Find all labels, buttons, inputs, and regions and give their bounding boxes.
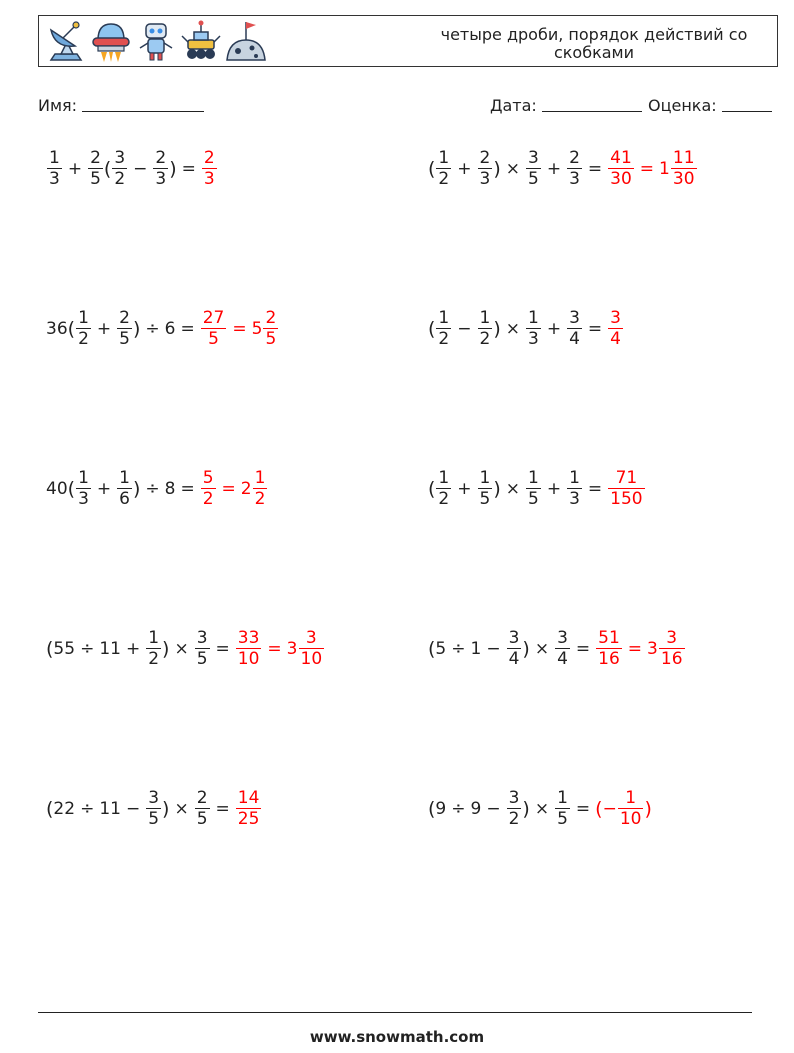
denominator: 3 bbox=[203, 169, 215, 189]
parenthesis: ( bbox=[428, 637, 436, 660]
worksheet-header bbox=[38, 15, 778, 67]
denominator: 3 bbox=[49, 169, 60, 189]
denominator: 2 bbox=[438, 489, 450, 509]
fraction bbox=[618, 788, 644, 829]
parenthesis: ( bbox=[595, 797, 603, 820]
denominator: 25 bbox=[237, 809, 260, 829]
operator: = bbox=[587, 158, 603, 179]
operator: × bbox=[174, 798, 189, 819]
number: 36 bbox=[46, 318, 68, 339]
numerator: 33 bbox=[237, 628, 260, 648]
numerator: 1 bbox=[479, 468, 491, 488]
answer bbox=[235, 628, 325, 669]
answer bbox=[595, 788, 652, 829]
operator: ÷ bbox=[145, 478, 160, 499]
fraction bbox=[659, 628, 685, 669]
numerator: 2 bbox=[569, 148, 580, 168]
operator: + bbox=[546, 318, 562, 339]
operator: ÷ bbox=[80, 798, 95, 819]
denominator: 5 bbox=[196, 809, 208, 829]
grade-field bbox=[648, 95, 772, 115]
parenthesis: ) bbox=[132, 477, 141, 500]
parenthesis: ) bbox=[132, 317, 141, 340]
numerator: 11 bbox=[672, 148, 695, 168]
number: 2 bbox=[240, 478, 252, 499]
parenthesis: ( bbox=[428, 157, 436, 180]
problem-7 bbox=[46, 628, 325, 669]
fraction bbox=[201, 468, 216, 509]
answer bbox=[235, 788, 263, 829]
parenthesis: ) bbox=[162, 797, 170, 820]
worksheet-title: четыре дроби, порядок действий со скобками bbox=[440, 25, 748, 62]
denominator: 16 bbox=[598, 649, 620, 669]
fraction bbox=[201, 308, 227, 349]
parenthesis: ) bbox=[644, 797, 652, 820]
operator: + bbox=[125, 638, 141, 659]
fraction bbox=[436, 468, 451, 509]
denominator: 10 bbox=[300, 649, 323, 669]
operator: × bbox=[534, 798, 550, 819]
numerator: 1 bbox=[78, 308, 89, 328]
denominator: 30 bbox=[672, 169, 695, 189]
numerator: 51 bbox=[598, 628, 620, 648]
number: − bbox=[602, 798, 617, 819]
grade-blank[interactable] bbox=[722, 95, 772, 112]
number: 3 bbox=[647, 638, 658, 659]
fraction bbox=[478, 308, 493, 349]
numerator: 1 bbox=[569, 468, 580, 488]
fraction bbox=[76, 308, 91, 349]
fraction bbox=[153, 148, 168, 189]
denominator: 2 bbox=[148, 649, 160, 669]
fraction bbox=[526, 468, 541, 509]
parenthesis: ) bbox=[162, 637, 170, 660]
fraction bbox=[567, 148, 582, 189]
number: 9 bbox=[470, 798, 482, 819]
operator: = bbox=[221, 478, 236, 499]
numerator: 3 bbox=[508, 628, 520, 648]
fraction bbox=[596, 628, 622, 669]
numerator: 3 bbox=[148, 788, 160, 808]
denominator: 2 bbox=[479, 329, 491, 349]
grade-label: Оценка: bbox=[648, 96, 717, 115]
denominator: 5 bbox=[479, 489, 491, 509]
operator: = bbox=[639, 158, 655, 179]
problem-3 bbox=[46, 308, 279, 349]
fraction bbox=[507, 628, 522, 669]
operator: ÷ bbox=[80, 638, 95, 659]
operator: = bbox=[180, 478, 195, 499]
rover-icon bbox=[180, 18, 222, 64]
number: 11 bbox=[99, 638, 121, 659]
satellite-dish-icon bbox=[45, 18, 87, 64]
number: 6 bbox=[164, 318, 176, 339]
operator: − bbox=[486, 798, 501, 819]
fraction bbox=[236, 628, 262, 669]
numerator: 5 bbox=[202, 468, 214, 488]
operator: + bbox=[67, 158, 83, 179]
numerator: 14 bbox=[237, 788, 260, 808]
operator: × bbox=[505, 158, 520, 179]
denominator: 2 bbox=[202, 489, 214, 509]
fraction bbox=[195, 628, 210, 669]
fraction bbox=[202, 148, 217, 189]
operator: = bbox=[215, 798, 230, 819]
denominator: 10 bbox=[237, 649, 260, 669]
denominator: 4 bbox=[569, 329, 580, 349]
denominator: 5 bbox=[208, 329, 219, 349]
answer bbox=[200, 308, 280, 349]
denominator: 30 bbox=[610, 169, 632, 189]
fraction bbox=[263, 308, 278, 349]
robot-icon bbox=[135, 18, 177, 64]
parenthesis: ) bbox=[493, 477, 501, 500]
name-field bbox=[38, 95, 204, 115]
denominator: 150 bbox=[610, 489, 643, 509]
numerator: 2 bbox=[196, 788, 208, 808]
denominator: 5 bbox=[528, 489, 539, 509]
denominator: 4 bbox=[508, 649, 520, 669]
date-field bbox=[490, 95, 642, 115]
footer-divider bbox=[38, 1012, 752, 1013]
denominator: 16 bbox=[660, 649, 683, 669]
numerator: 3 bbox=[114, 148, 126, 168]
denominator: 3 bbox=[569, 489, 580, 509]
numerator: 2 bbox=[119, 308, 130, 328]
denominator: 5 bbox=[557, 809, 568, 829]
denominator: 5 bbox=[90, 169, 101, 189]
operator: = bbox=[575, 638, 591, 659]
numerator: 3 bbox=[528, 148, 539, 168]
numerator: 2 bbox=[265, 308, 277, 328]
operator: = bbox=[575, 798, 591, 819]
date-blank[interactable] bbox=[542, 95, 642, 112]
problem-9 bbox=[46, 788, 262, 829]
numerator: 27 bbox=[202, 308, 225, 328]
problem-1 bbox=[46, 148, 218, 189]
problem-2 bbox=[428, 148, 698, 189]
operator: + bbox=[96, 318, 112, 339]
problem-5 bbox=[46, 468, 268, 509]
operator: − bbox=[486, 638, 501, 659]
operator: × bbox=[505, 318, 520, 339]
numerator: 3 bbox=[508, 788, 520, 808]
footer-site: www.snowmath.com bbox=[309, 1028, 485, 1046]
operator: + bbox=[546, 158, 562, 179]
number: 22 bbox=[53, 798, 76, 819]
number: 1 bbox=[470, 638, 482, 659]
answer bbox=[201, 148, 218, 189]
numerator: 3 bbox=[557, 628, 568, 648]
header-icons bbox=[45, 18, 267, 64]
fraction bbox=[608, 308, 623, 349]
operator: = bbox=[587, 478, 603, 499]
fraction bbox=[555, 788, 570, 829]
operator: = bbox=[232, 318, 247, 339]
problem-6 bbox=[428, 468, 646, 509]
fraction bbox=[436, 308, 451, 349]
fraction bbox=[117, 308, 132, 349]
numerator: 2 bbox=[479, 148, 491, 168]
answer bbox=[607, 308, 624, 349]
operator: ÷ bbox=[145, 318, 160, 339]
parenthesis: ( bbox=[103, 157, 112, 180]
parenthesis: ) bbox=[522, 797, 530, 820]
parenthesis: ) bbox=[169, 157, 177, 180]
denominator: 2 bbox=[438, 169, 450, 189]
denominator: 2 bbox=[508, 809, 520, 829]
denominator: 5 bbox=[265, 329, 277, 349]
parenthesis: ( bbox=[46, 637, 54, 660]
answer bbox=[200, 468, 269, 509]
numerator: 1 bbox=[148, 628, 160, 648]
problem-8 bbox=[428, 628, 686, 669]
parenthesis: ) bbox=[493, 157, 501, 180]
denominator: 3 bbox=[528, 329, 539, 349]
operator: ÷ bbox=[451, 798, 466, 819]
numerator: 1 bbox=[49, 148, 60, 168]
number: 5 bbox=[251, 318, 263, 339]
numerator: 1 bbox=[254, 468, 266, 488]
operator: = bbox=[215, 638, 230, 659]
answer bbox=[607, 148, 697, 189]
fraction bbox=[526, 148, 541, 189]
operator: − bbox=[125, 798, 141, 819]
operator: + bbox=[457, 158, 472, 179]
fraction bbox=[195, 788, 210, 829]
operator: − bbox=[457, 318, 472, 339]
answer bbox=[595, 628, 685, 669]
denominator: 2 bbox=[254, 489, 266, 509]
parenthesis: ) bbox=[522, 637, 530, 660]
denominator: 10 bbox=[619, 809, 642, 829]
fraction bbox=[236, 788, 262, 829]
fraction bbox=[76, 468, 91, 509]
denominator: 3 bbox=[479, 169, 491, 189]
denominator: 5 bbox=[119, 329, 130, 349]
denominator: 2 bbox=[78, 329, 89, 349]
fraction bbox=[299, 628, 325, 669]
fraction bbox=[507, 788, 522, 829]
parenthesis: ( bbox=[428, 797, 436, 820]
numerator: 1 bbox=[528, 308, 539, 328]
denominator: 3 bbox=[569, 169, 580, 189]
name-blank[interactable] bbox=[82, 95, 204, 112]
denominator: 5 bbox=[528, 169, 539, 189]
fraction bbox=[478, 148, 493, 189]
denominator: 4 bbox=[610, 329, 621, 349]
numerator: 1 bbox=[438, 148, 450, 168]
parenthesis: ( bbox=[67, 317, 76, 340]
denominator: 2 bbox=[438, 329, 450, 349]
numerator: 2 bbox=[155, 148, 167, 168]
number: 40 bbox=[46, 478, 68, 499]
numerator: 41 bbox=[610, 148, 632, 168]
numerator: 1 bbox=[557, 788, 568, 808]
fraction bbox=[146, 628, 161, 669]
operator: + bbox=[546, 478, 562, 499]
fraction bbox=[567, 308, 582, 349]
operator: × bbox=[534, 638, 550, 659]
operator: = bbox=[267, 638, 282, 659]
numerator: 1 bbox=[438, 468, 450, 488]
denominator: 5 bbox=[148, 809, 160, 829]
numerator: 2 bbox=[203, 148, 215, 168]
number: 1 bbox=[659, 158, 670, 179]
parenthesis: ( bbox=[67, 477, 76, 500]
fraction bbox=[567, 468, 582, 509]
number: 3 bbox=[286, 638, 298, 659]
denominator: 6 bbox=[119, 489, 130, 509]
answer bbox=[607, 468, 645, 509]
problem-4 bbox=[428, 308, 624, 349]
numerator: 2 bbox=[90, 148, 101, 168]
fraction bbox=[47, 148, 62, 189]
numerator: 1 bbox=[119, 468, 130, 488]
operator: = bbox=[180, 318, 195, 339]
fraction bbox=[671, 148, 697, 189]
fraction bbox=[555, 628, 570, 669]
parenthesis: ( bbox=[46, 797, 54, 820]
number: 11 bbox=[99, 798, 121, 819]
denominator: 5 bbox=[196, 649, 208, 669]
number: 5 bbox=[435, 638, 447, 659]
operator: = bbox=[627, 638, 643, 659]
problem-10 bbox=[428, 788, 652, 829]
fraction bbox=[526, 308, 541, 349]
operator: + bbox=[96, 478, 112, 499]
fraction bbox=[608, 148, 634, 189]
fraction bbox=[478, 468, 493, 509]
operator: = bbox=[587, 318, 603, 339]
number: 8 bbox=[164, 478, 176, 499]
denominator: 2 bbox=[114, 169, 126, 189]
fraction bbox=[146, 788, 161, 829]
numerator: 1 bbox=[78, 468, 89, 488]
operator: ÷ bbox=[451, 638, 466, 659]
ufo-icon bbox=[90, 18, 132, 64]
operator: + bbox=[457, 478, 472, 499]
fraction bbox=[117, 468, 132, 509]
parenthesis: ) bbox=[493, 317, 501, 340]
fraction bbox=[608, 468, 644, 509]
fraction bbox=[436, 148, 451, 189]
parenthesis: ( bbox=[428, 317, 436, 340]
numerator: 3 bbox=[196, 628, 208, 648]
numerator: 1 bbox=[479, 308, 491, 328]
fraction bbox=[253, 468, 268, 509]
numerator: 1 bbox=[438, 308, 450, 328]
number: 55 bbox=[53, 638, 76, 659]
denominator: 4 bbox=[557, 649, 568, 669]
fraction bbox=[112, 148, 127, 189]
name-label: Имя: bbox=[38, 96, 78, 115]
numerator: 1 bbox=[625, 788, 637, 808]
numerator: 71 bbox=[615, 468, 638, 488]
fraction bbox=[88, 148, 103, 189]
numerator: 3 bbox=[666, 628, 678, 648]
moon-flag-icon bbox=[225, 18, 267, 64]
operator: = bbox=[181, 158, 196, 179]
numerator: 1 bbox=[528, 468, 539, 488]
numerator: 3 bbox=[305, 628, 317, 648]
parenthesis: ( bbox=[428, 477, 436, 500]
numerator: 3 bbox=[569, 308, 580, 328]
operator: × bbox=[505, 478, 520, 499]
numerator: 3 bbox=[610, 308, 621, 328]
operator: − bbox=[133, 158, 148, 179]
denominator: 3 bbox=[78, 489, 89, 509]
date-label: Дата: bbox=[490, 96, 537, 115]
operator: × bbox=[174, 638, 189, 659]
number: 9 bbox=[435, 798, 447, 819]
denominator: 3 bbox=[155, 169, 167, 189]
